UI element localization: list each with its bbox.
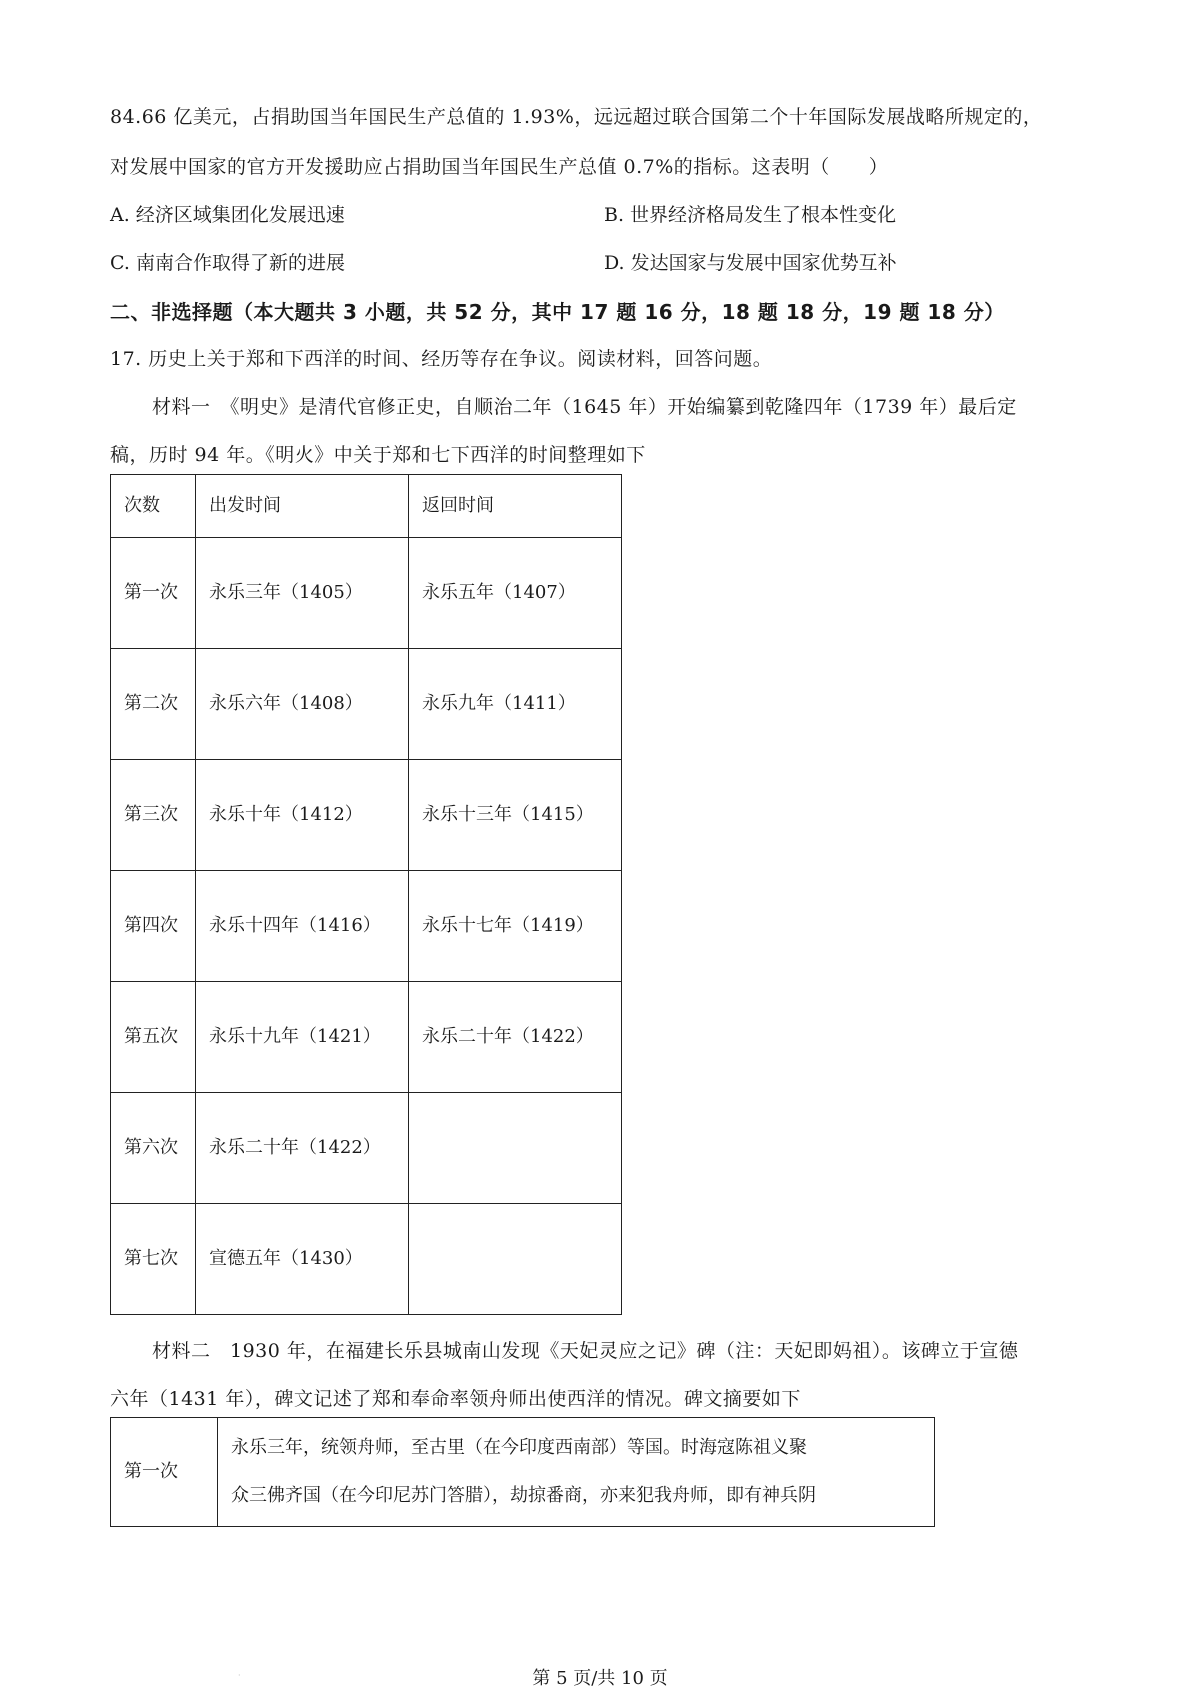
option-b: B. 世界经济格局发生了根本性变化 bbox=[604, 204, 897, 226]
departure-time: 宣德五年（1430） bbox=[196, 1204, 409, 1315]
material-2-line-1: 材料二 1930 年，在福建长乐县城南山发现《天妃灵应之记》碑（注：天妃即妈祖）。该碑立于宣德 bbox=[152, 1340, 1019, 1362]
table-row bbox=[111, 1093, 622, 1204]
material-1-line-1: 材料一 《明史》是清代官修正史，自顺治二年（1645 年）开始编纂到乾隆四年（1739 年）最后定 bbox=[152, 396, 1017, 418]
option-a: A. 经济区域集团化发展迅速 bbox=[110, 204, 345, 226]
return-time: 永乐十七年（1419） bbox=[409, 871, 622, 982]
option-d: D. 发达国家与发展中国家优势互补 bbox=[604, 252, 897, 274]
departure-time: 永乐十年（1412） bbox=[196, 760, 409, 871]
voyage-number: 第三次 bbox=[111, 760, 196, 871]
voyage-number: 第一次 bbox=[111, 538, 196, 649]
voyage-time-table bbox=[110, 474, 622, 1315]
voyage-number: 第六次 bbox=[111, 1093, 196, 1204]
return-time bbox=[409, 1204, 622, 1315]
page-footer: 第 5 页/共 10 页 bbox=[532, 1668, 668, 1689]
header-departure: 出发时间 bbox=[196, 475, 409, 538]
intro-line-2: 对发展中国家的官方开发援助应占捐助国当年国民生产总值 0.7%的指标。这表明（ ） bbox=[110, 156, 889, 178]
table-row bbox=[111, 538, 622, 649]
section-heading: 二、非选择题（本大题共 3 小题，共 52 分，其中 17 题 16 分，18 题 18 分，19 题 18 分） bbox=[110, 300, 1005, 324]
return-time: 永乐九年（1411） bbox=[409, 649, 622, 760]
table-row bbox=[111, 871, 622, 982]
departure-time: 永乐十四年（1416） bbox=[196, 871, 409, 982]
voyage-number: 第二次 bbox=[111, 649, 196, 760]
return-time: 永乐十三年（1415） bbox=[409, 760, 622, 871]
table-row bbox=[111, 982, 622, 1093]
departure-time: 永乐六年（1408） bbox=[196, 649, 409, 760]
inscription-text-line-1: 永乐三年，统领舟师，至古里（在今印度西南部）等国。时海寇陈祖义聚 bbox=[231, 1437, 807, 1458]
header-return: 返回时间 bbox=[409, 475, 622, 538]
table-row bbox=[111, 1418, 935, 1527]
departure-time: 永乐二十年（1422） bbox=[196, 1093, 409, 1204]
table-header-row bbox=[111, 475, 622, 538]
return-time: 永乐五年（1407） bbox=[409, 538, 622, 649]
departure-time: 永乐十九年（1421） bbox=[196, 982, 409, 1093]
material-2-line-2: 六年（1431 年），碑文记述了郑和奉命率领舟师出使西洋的情况。碑文摘要如下 bbox=[110, 1388, 801, 1410]
material-1-line-2: 稿，历时 94 年。《明火》中关于郑和七下西洋的时间整理如下 bbox=[110, 444, 646, 466]
return-time: 永乐二十年（1422） bbox=[409, 982, 622, 1093]
faint-mark: · bbox=[238, 1671, 241, 1680]
inscription-text bbox=[218, 1418, 935, 1527]
return-time bbox=[409, 1093, 622, 1204]
departure-time: 永乐三年（1405） bbox=[196, 538, 409, 649]
table-row bbox=[111, 760, 622, 871]
voyage-number: 第七次 bbox=[111, 1204, 196, 1315]
table-row bbox=[111, 649, 622, 760]
inscription-voyage-label: 第一次 bbox=[111, 1418, 218, 1527]
table-row bbox=[111, 1204, 622, 1315]
voyage-number: 第四次 bbox=[111, 871, 196, 982]
voyage-number: 第五次 bbox=[111, 982, 196, 1093]
inscription-table bbox=[110, 1417, 935, 1527]
question-17-stem: 17. 历史上关于郑和下西洋的时间、经历等存在争议。阅读材料，回答问题。 bbox=[110, 348, 773, 370]
intro-line-1: 84.66 亿美元，占捐助国当年国民生产总值的 1.93%，远远超过联合国第二个十年国际发展战略所规定的， bbox=[110, 106, 1043, 128]
header-count: 次数 bbox=[111, 475, 196, 538]
option-c: C. 南南合作取得了新的进展 bbox=[110, 252, 345, 274]
inscription-text-line-2: 众三佛齐国（在今印尼苏门答腊），劫掠番商，亦来犯我舟师，即有神兵阴 bbox=[231, 1485, 816, 1506]
